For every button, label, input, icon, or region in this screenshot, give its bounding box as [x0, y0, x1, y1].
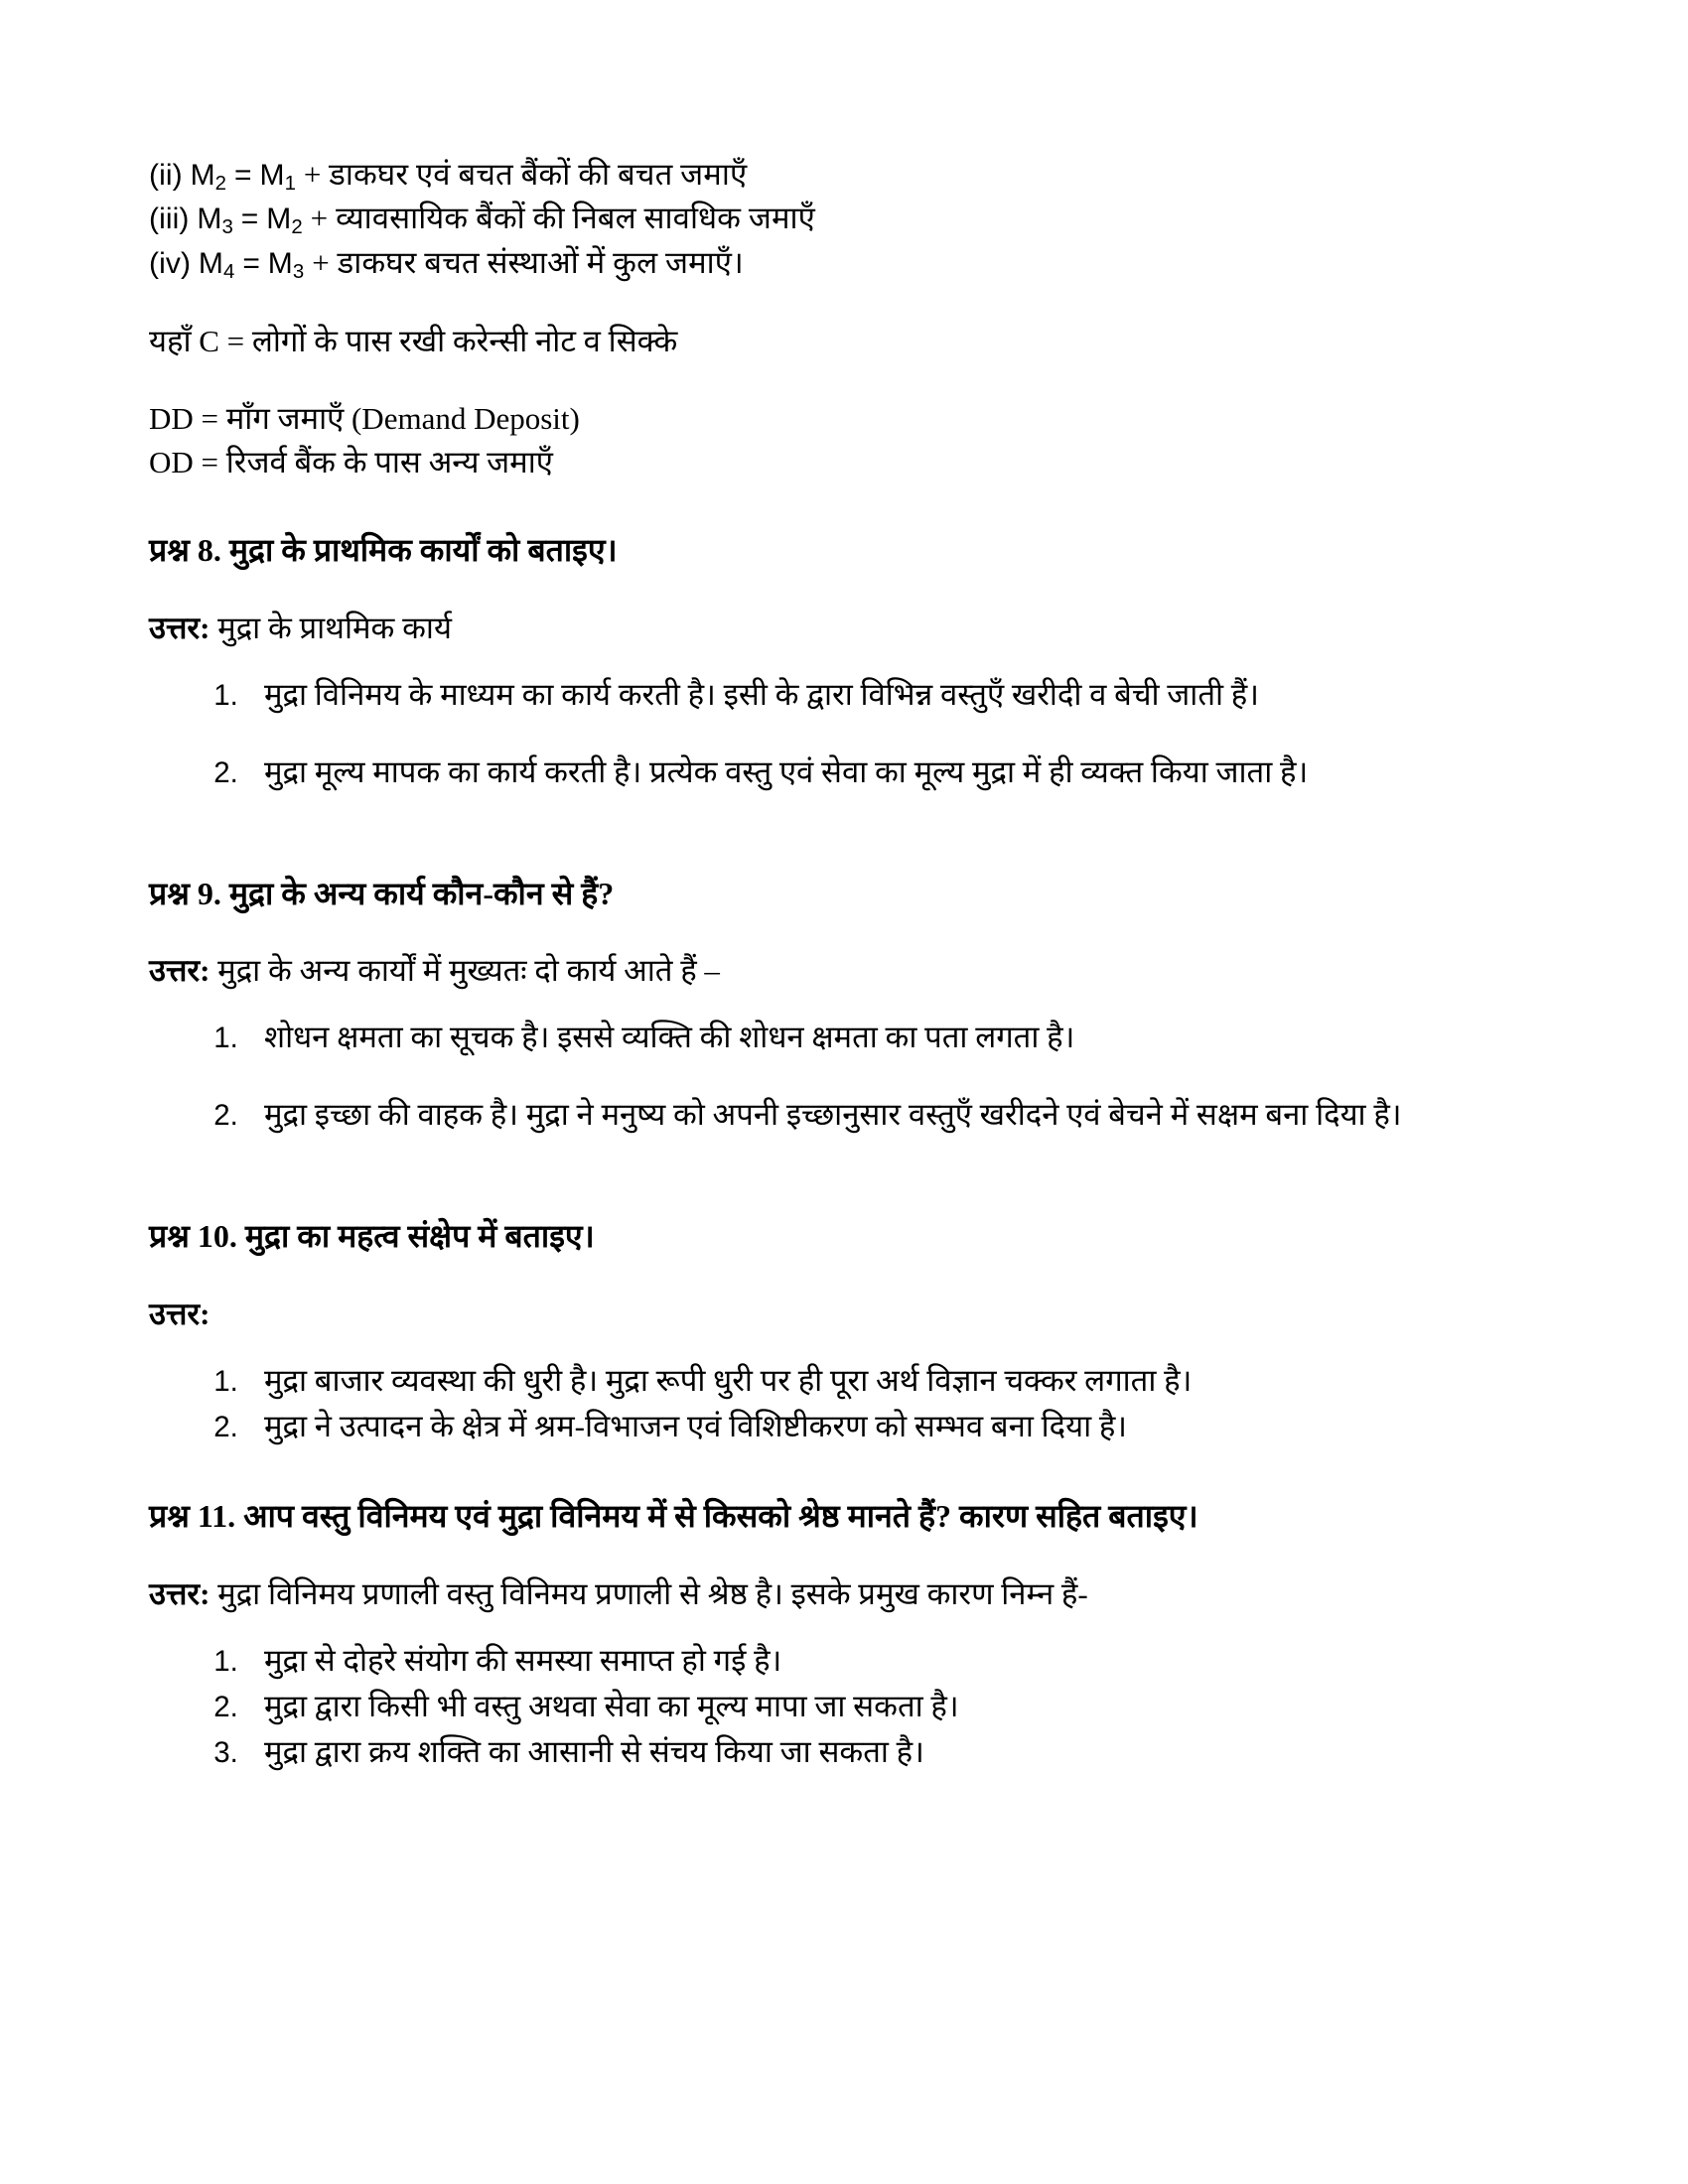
formula-rhs-subscript: 2	[291, 216, 303, 239]
answer-q9	[149, 949, 1559, 994]
spacer	[149, 286, 1559, 320]
formula-roman-numeral: (iv)	[149, 246, 192, 280]
od-definition: OD = रिजर्व बैंक के पास अन्य जमाएँ	[149, 444, 553, 479]
list-item: 1. मुद्रा बाजार व्यवस्था की धुरी है। मुद्रा रूपी धुरी पर ही पूरा अर्थ विज्ञान चक्कर लगाता है।	[246, 1359, 1559, 1403]
question-block-q11	[149, 1494, 1559, 1774]
spacer	[149, 573, 1559, 607]
formula-rhs-text: + डाकघर एवं बचत बैंकों की बचत जमाएँ	[296, 157, 748, 192]
formula-rhs-text: + डाकघर बचत संस्थाओं में कुल जमाएँ।	[304, 244, 744, 280]
formula-line-4	[149, 242, 1559, 286]
answer-label: उत्तर:	[149, 1297, 211, 1332]
spacer	[149, 1539, 1559, 1572]
formula-lhs: $M_2$	[190, 159, 227, 196]
formula-equals: =	[233, 159, 252, 192]
answer-label: उत्तर:	[149, 610, 211, 645]
answer-text: मुद्रा विनिमय प्रणाली वस्तु विनिमय प्रणाली से श्रेष्ठ है। इसके प्रमुख कारण निम्न हैं-	[210, 1575, 1088, 1611]
formula-equals: =	[242, 246, 260, 280]
spacer	[149, 484, 1559, 528]
dd-definition: DD = माँग जमाएँ (Demand Deposit)	[149, 400, 580, 436]
list-item: 2. मुद्रा ने उत्पादन के क्षेत्र में श्रम-विभाजन एवं विशिष्टीकरण को सम्भव बना दिया है।	[246, 1405, 1559, 1448]
list-item: 2. मुद्रा मूल्य मापक का कार्य करती है। प्रत्येक वस्तु एवं सेवा का मूल्य मुद्रा में ही व्यक्त किया जाता है।	[246, 751, 1559, 794]
answer-list-q10	[149, 1359, 1559, 1448]
formula-lhs-subscript: 4	[223, 260, 235, 283]
formula-rhs-base: $M_2$	[266, 203, 303, 239]
formula-roman-numeral: (iii)	[149, 203, 190, 236]
list-item: 1. मुद्रा से दोहरे संयोग की समस्या समाप्त हो गई है।	[246, 1639, 1559, 1683]
list-item: 2. मुद्रा द्वारा किसी भी वस्तु अथवा सेवा का मूल्य मापा जा सकता है।	[246, 1685, 1559, 1728]
formula-lhs-subscript: 3	[221, 216, 233, 239]
spacer	[149, 1170, 1559, 1214]
list-item: 1. मुद्रा विनिमय के माध्यम का कार्य करती है। इसी के द्वारा विभिन्न वस्तुएँ खरीदी व बेची जाती हैं।	[246, 673, 1559, 717]
formula-equals: =	[240, 203, 259, 236]
formula-line-2	[149, 154, 1559, 198]
question-block-q8	[149, 528, 1559, 794]
question-heading-q8: प्रश्न 8. मुद्रा के प्राथमिक कार्यों को बताइए।	[149, 531, 618, 568]
answer-text: मुद्रा के अन्य कार्यों में मुख्यतः दो कार्य आते हैं –	[210, 953, 720, 989]
formula-rhs-base: $M_1$	[259, 159, 297, 196]
page-content	[149, 154, 1559, 1774]
answer-q11	[149, 1572, 1559, 1617]
answer-label: उत्तर:	[149, 1575, 211, 1611]
formula-lhs: $M_3$	[197, 203, 233, 239]
formula-rhs-base: $M_3$	[267, 246, 305, 283]
answer-list-q8	[149, 673, 1559, 794]
formula-roman-numeral: (ii)	[149, 159, 183, 192]
list-item: 1. शोधन क्षमता का सूचक है। इससे व्यक्ति की शोधन क्षमता का पता लगता है।	[246, 1016, 1559, 1059]
answer-q8	[149, 607, 1559, 651]
formula-line-3	[149, 198, 1559, 241]
spacer	[149, 1450, 1559, 1494]
answer-text: मुद्रा के प्राथमिक कार्य	[210, 610, 452, 645]
c-definition: यहाँ C = लोगों के पास रखी करेन्सी नोट व सिक्के	[149, 323, 678, 358]
spacer	[149, 1259, 1559, 1293]
question-heading-q10: प्रश्न 10. मुद्रा का महत्व संक्षेप में बताइए।	[149, 1218, 595, 1255]
spacer	[149, 915, 1559, 949]
formula-lhs-subscript: 2	[214, 173, 227, 196]
question-heading-q11: प्रश्न 11. आप वस्तु विनिमय एवं मुद्रा विनिमय में से किसको श्रेष्ठ मानते हैं? कारण सहित बताइए।	[149, 1498, 1198, 1535]
answer-list-q11	[149, 1639, 1559, 1774]
list-item: 3. मुद्रा द्वारा क्रय शक्ति का आसानी से संचय किया जा सकता है।	[246, 1730, 1559, 1774]
formula-lhs: $M_4$	[198, 246, 235, 283]
list-item: 2. मुद्रा इच्छा की वाहक है। मुद्रा ने मनुष्य को अपनी इच्छानुसार वस्तुएँ खरीदने एवं बेचने में सक्षम बना दिया है।	[246, 1093, 1559, 1137]
question-block-q10	[149, 1214, 1559, 1448]
formula-rhs-subscript: 3	[292, 260, 305, 283]
answer-list-q9	[149, 1016, 1559, 1137]
answer-q10	[149, 1293, 1559, 1337]
formula-rhs-subscript: 1	[284, 173, 297, 196]
question-block-q9	[149, 872, 1559, 1138]
answer-label: उत्तर:	[149, 953, 211, 989]
formula-block	[149, 154, 1559, 286]
formula-rhs-text: + व्यावसायिक बैंकों की निबल सावधिक जमाएँ	[302, 201, 815, 236]
question-heading-q9: प्रश्न 9. मुद्रा के अन्य कार्य कौन-कौन से हैं?	[149, 875, 615, 911]
spacer	[149, 828, 1559, 872]
spacer	[149, 363, 1559, 397]
